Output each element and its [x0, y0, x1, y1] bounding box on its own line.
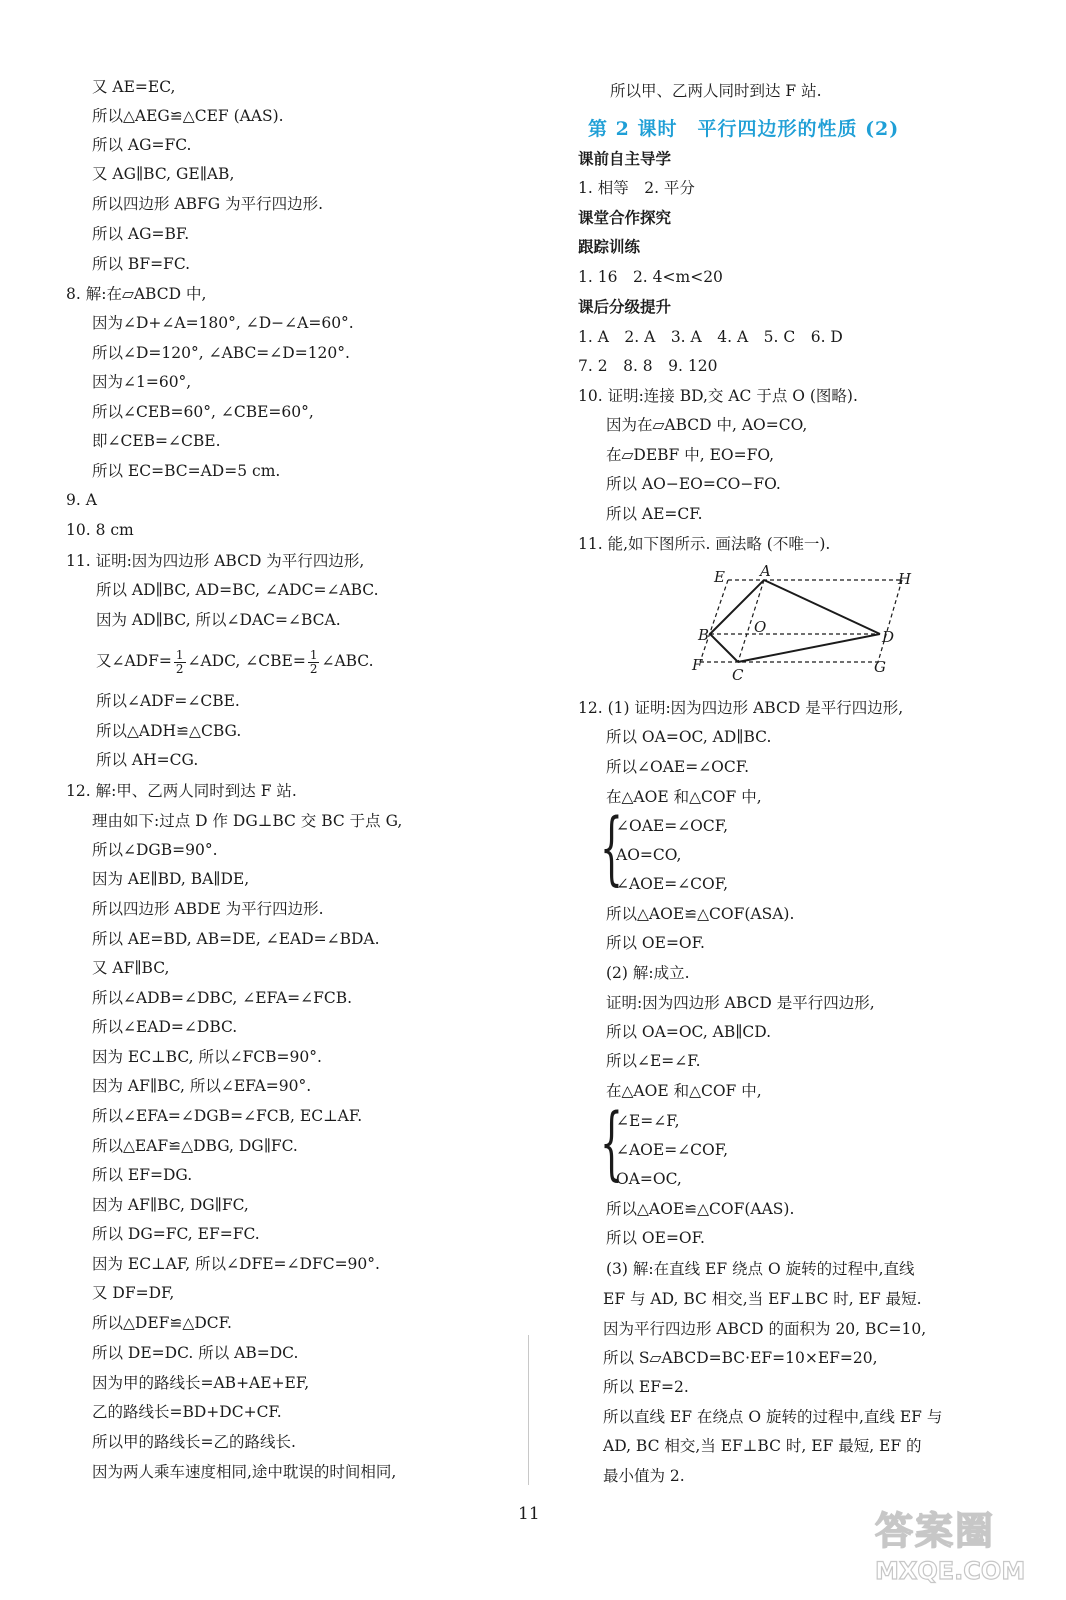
left-line: 所以甲的路线长=乙的路线长. — [92, 1433, 296, 1451]
right-line: 1. 相等 2. 平分 — [578, 179, 695, 197]
left-line: 乙的路线长=BD+DC+CF. — [92, 1403, 282, 1421]
left-line: 所以∠ADF=∠CBE. — [96, 692, 240, 710]
page-number: 11 — [518, 1504, 540, 1524]
right-line: (2) 解:成立. — [606, 964, 690, 982]
right-line: 所以 AO−EO=CO−FO. — [606, 475, 781, 493]
left-line: 因为 AD∥BC, 所以∠DAC=∠BCA. — [96, 611, 341, 629]
watermark-logo — [875, 1500, 1055, 1592]
section-title: 第 2 课时 平行四边形的性质 (2) — [588, 118, 900, 140]
subsection-heading: 课堂合作探究 — [578, 208, 672, 227]
parallelogram-figure — [690, 562, 920, 684]
left-line: 又 AF∥BC, — [92, 959, 170, 977]
left-line: 因为∠D+∠A=180°, ∠D−∠A=60°. — [92, 314, 354, 332]
left-line: 因为甲的路线长=AB+AE+EF, — [92, 1374, 310, 1392]
system-line: ∠AOE=∠COF, — [616, 1141, 729, 1159]
system-brace: { — [600, 1096, 623, 1189]
question-8: 8. 解:在▱ABCD 中, — [66, 285, 207, 303]
label-B: B — [698, 626, 710, 644]
left-line: 所以△AEG≌△CEF (AAS). — [92, 107, 284, 125]
left-line: 所以 AG=BF. — [92, 225, 190, 243]
left-line: 因为 EC⊥BC, 所以∠FCB=90°. — [92, 1048, 322, 1066]
question-9: 9. A — [66, 491, 97, 509]
line-BC — [710, 634, 738, 662]
watermark-bottom: MXQE.COM — [875, 1557, 1026, 1585]
system-line: OA=OC, — [616, 1170, 682, 1188]
label-H: H — [898, 570, 912, 588]
left-line: 所以∠DGB=90°. — [92, 841, 218, 859]
right-line: 所以 OA=OC, AD∥BC. — [606, 728, 772, 746]
left-line: 因为 AF∥BC, 所以∠EFA=90°. — [92, 1077, 312, 1095]
subsection-heading: 课前自主导学 — [578, 149, 672, 168]
subsection-heading: 课后分级提升 — [578, 297, 672, 316]
left-line: 所以 AD∥BC, AD=BC, ∠ADC=∠ABC. — [96, 581, 379, 599]
right-line: 在△AOE 和△COF 中, — [606, 788, 762, 806]
system-brace: { — [600, 801, 623, 894]
label-O: O — [754, 618, 767, 636]
left-line: 因为 EC⊥AF, 所以∠DFE=∠DFC=90°. — [92, 1255, 380, 1273]
left-line: 所以△ADH≌△CBG. — [96, 722, 242, 740]
label-G: G — [874, 658, 886, 676]
left-line: 所以∠D=120°, ∠ABC=∠D=120°. — [92, 344, 350, 362]
left-line: 所以△EAF≌△DBG, DG∥FC. — [92, 1137, 298, 1155]
left-line: 即∠CEB=∠CBE. — [92, 432, 221, 450]
right-line: 所以 OE=OF. — [606, 1229, 705, 1247]
right-line: 在▱DEBF 中, EO=FO, — [606, 446, 775, 464]
right-line: 所以∠OAE=∠OCF. — [606, 758, 750, 776]
left-line: 所以 EC=BC=AD=5 cm. — [92, 462, 281, 480]
left-line: 所以 AH=CG. — [96, 751, 199, 769]
question-10: 10. 8 cm — [66, 521, 134, 539]
watermark-top: 答案圈 — [875, 1509, 996, 1553]
right-line: 在△AOE 和△COF 中, — [606, 1082, 762, 1100]
right-line: 7. 2 8. 8 9. 120 — [578, 357, 718, 375]
right-line: 所以∠E=∠F. — [606, 1052, 701, 1070]
left-line: 所以∠EFA=∠DGB=∠FCB, EC⊥AF. — [92, 1107, 363, 1125]
left-line: 所以 AG=FC. — [92, 136, 192, 154]
column-divider — [528, 1335, 529, 1485]
left-line: 因为 AF∥BC, DG∥FC, — [92, 1196, 249, 1214]
label-F: F — [692, 656, 703, 674]
system-line: ∠E=∠F, — [616, 1112, 680, 1130]
right-line: 1. 16 2. 4<m<20 — [578, 268, 723, 286]
right-line: 所以 OE=OF. — [606, 934, 705, 952]
left-line: 所以四边形 ABDE 为平行四边形. — [92, 900, 324, 918]
right-line: 因为在▱ABCD 中, AO=CO, — [606, 416, 808, 434]
left-line: 又 DF=DF, — [92, 1284, 175, 1302]
left-line: 因为∠1=60°, — [92, 373, 192, 391]
left-line: 所以∠ADB=∠DBC, ∠EFA=∠FCB. — [92, 989, 353, 1007]
left-line: 所以 DE=DC. 所以 AB=DC. — [92, 1344, 299, 1362]
subsection-heading: 跟踪训练 — [578, 237, 641, 256]
system-line: ∠OAE=∠OCF, — [616, 817, 729, 835]
left-line: 所以四边形 ABFG 为平行四边形. — [92, 195, 324, 213]
left-line: 所以∠CEB=60°, ∠CBE=60°, — [92, 403, 314, 421]
right-line: 1. A 2. A 3. A 4. A 5. C 6. D — [578, 328, 843, 346]
right-line: 所以 AE=CF. — [606, 505, 703, 523]
label-E: E — [714, 568, 725, 586]
system-line: ∠AOE=∠COF, — [616, 875, 729, 893]
left-line: 所以 EF=DG. — [92, 1166, 193, 1184]
left-line: 理由如下:过点 D 作 DG⊥BC 交 BC 于点 G, — [92, 812, 403, 830]
label-A: A — [760, 562, 771, 580]
right-line: (3) 解:在直线 EF 绕点 O 旋转的过程中,直线 — [606, 1260, 915, 1278]
right-line: 所以甲、乙两人同时到达 F 站. — [610, 82, 822, 100]
right-line: 所以 S▱ABCD=BC·EF=10×EF=20, — [603, 1349, 878, 1367]
right-line: 所以 OA=OC, AB∥CD. — [606, 1023, 772, 1041]
system-line: AO=CO, — [616, 846, 682, 864]
fraction: $\frac{1}{2}$ — [175, 647, 184, 676]
left-line: 所以 BF=FC. — [92, 255, 191, 273]
right-line: 因为平行四边形 ABCD 的面积为 20, BC=10, — [603, 1320, 927, 1338]
right-line: 所以△AOE≌△COF(ASA). — [606, 905, 795, 923]
question-11: 11. 证明:因为四边形 ABCD 为平行四边形, — [66, 552, 365, 570]
right-line: AD, BC 相交,当 EF⊥BC 时, EF 最短, EF 的 — [603, 1437, 922, 1455]
line-AD — [764, 580, 880, 634]
question-12-r: 12. (1) 证明:因为四边形 ABCD 是平行四边形, — [578, 699, 904, 717]
right-line: 所以直线 EF 在绕点 O 旋转的过程中,直线 EF 与 — [603, 1408, 943, 1426]
right-line: EF 与 AD, BC 相交,当 EF⊥BC 时, EF 最短. — [603, 1290, 922, 1308]
question-12: 12. 解:甲、乙两人同时到达 F 站. — [66, 782, 297, 800]
line-CD — [738, 634, 880, 662]
left-line: 因为 AE∥BD, BA∥DE, — [92, 870, 250, 888]
right-line: 所以△AOE≌△COF(AAS). — [606, 1200, 795, 1218]
label-D: D — [882, 628, 895, 646]
left-line: 所以 AE=BD, AB=DE, ∠EAD=∠BDA. — [92, 930, 380, 948]
fraction-line: 又∠ADF= $\frac{1}{2}$ ∠ADC, ∠CBE= $\frac{1}{2}$ ∠ABC. — [96, 647, 374, 676]
line-HG — [878, 580, 902, 662]
right-line: 最小值为 2. — [603, 1467, 685, 1485]
fraction: $\frac{1}{2}$ — [309, 647, 318, 676]
label-C: C — [732, 666, 744, 684]
left-line: 所以△DEF≌△DCF. — [92, 1314, 232, 1332]
left-line: 又 AG∥BC, GE∥AB, — [92, 165, 235, 183]
question-11-r: 11. 能,如下图所示. 画法略 (不唯一). — [578, 535, 831, 553]
question-10-r: 10. 证明:连接 BD,交 AC 于点 O (图略). — [578, 387, 858, 405]
left-line: 所以 DG=FC, EF=FC. — [92, 1225, 260, 1243]
left-line: 又 AE=EC, — [92, 78, 176, 96]
right-line: 证明:因为四边形 ABCD 是平行四边形, — [606, 994, 875, 1012]
right-line: 所以 EF=2. — [603, 1378, 689, 1396]
left-line: 因为两人乘车速度相同,途中耽误的时间相同, — [92, 1463, 397, 1481]
left-line: 所以∠EAD=∠DBC. — [92, 1018, 238, 1036]
